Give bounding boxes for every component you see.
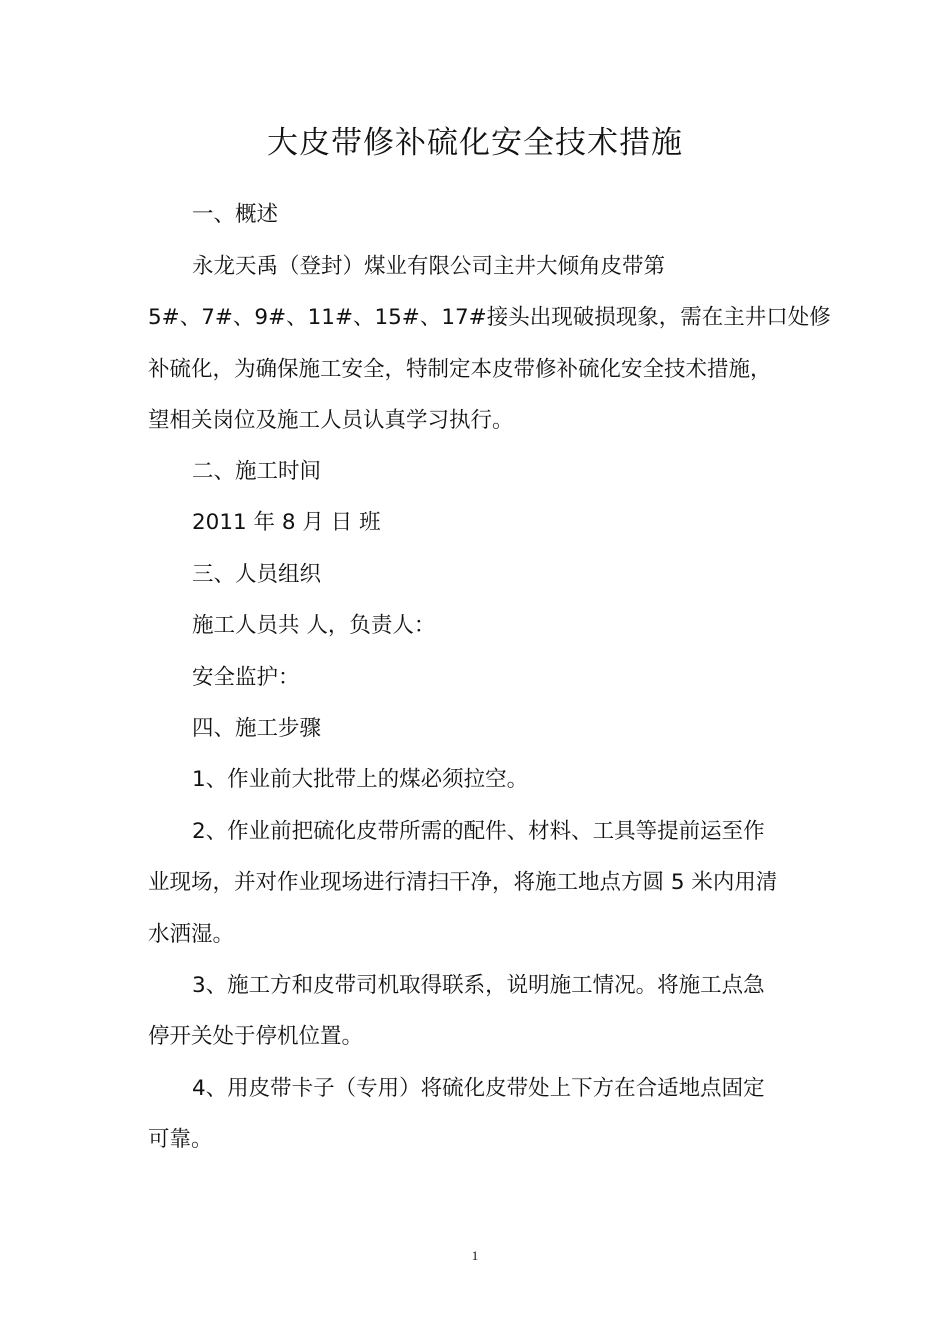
step-2-line-2: 业现场，并对作业现场进行清扫干净，将施工地点方圆 5 米内用清: [148, 870, 778, 895]
section-heading-time: 二、施工时间: [192, 459, 322, 484]
overview-paragraph-line-1: 永龙天禹（登封）煤业有限公司主井大倾角皮带第: [192, 254, 666, 279]
overview-paragraph-line-3: 补硫化，为确保施工安全，特制定本皮带修补硫化安全技术措施，: [148, 357, 772, 382]
staff-count-and-leader: 施工人员共 人，负责人：: [192, 613, 436, 638]
step-1: 1、作业前大批带上的煤必须拉空。: [192, 767, 529, 792]
overview-paragraph-line-4: 望相关岗位及施工人员认真学习执行。: [148, 408, 514, 433]
section-heading-steps: 四、施工步骤: [192, 716, 322, 741]
construction-time-value: 2011 年 8 月 日 班: [192, 510, 381, 535]
step-4-line-1: 4、用皮带卡子（专用）将硫化皮带处上下方在合适地点固定: [192, 1076, 765, 1101]
section-heading-overview: 一、概述: [192, 202, 279, 227]
section-heading-staff: 三、人员组织: [192, 562, 322, 587]
document-title: 大皮带修补硫化安全技术措施: [267, 125, 683, 161]
overview-paragraph-line-2: 5#、7#、9#、11#、15#、17#接头出现破损现象，需在主井口处修: [148, 305, 831, 330]
step-2-line-3: 水洒湿。: [148, 922, 235, 947]
step-2-line-1: 2、作业前把硫化皮带所需的配件、材料、工具等提前运至作: [192, 819, 765, 844]
step-3-line-1: 3、施工方和皮带司机取得联系，说明施工情况。将施工点急: [192, 973, 765, 998]
step-3-line-2: 停开关处于停机位置。: [148, 1024, 364, 1049]
step-4-line-2: 可靠。: [148, 1127, 213, 1152]
safety-supervisor: 安全监护：: [192, 665, 300, 690]
page-number: 1: [471, 1248, 479, 1263]
